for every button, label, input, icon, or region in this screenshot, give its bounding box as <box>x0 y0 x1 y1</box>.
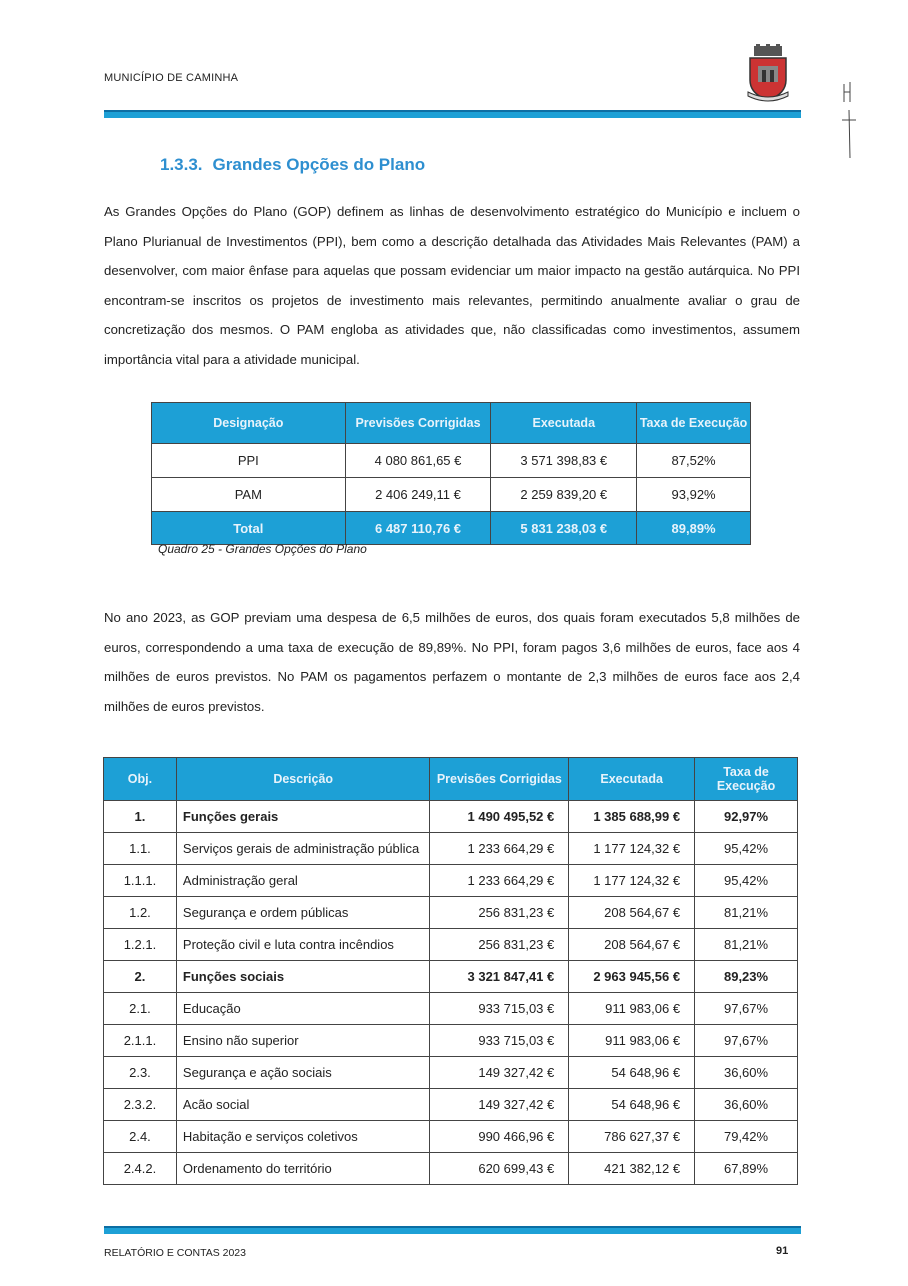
cell-objective: 2.1.1. <box>104 1025 177 1057</box>
cell-description: Acão social <box>176 1089 430 1121</box>
footer-title: RELATÓRIO E CONTAS 2023 <box>104 1247 246 1259</box>
cell-description: Administração geral <box>176 865 430 897</box>
cell-forecast: 1 490 495,52 € <box>430 801 569 833</box>
cell-objective: 2.3.2. <box>104 1089 177 1121</box>
cell-description: Ordenamento do território <box>176 1153 430 1185</box>
table-row <box>104 929 798 961</box>
footer-divider <box>104 1226 801 1234</box>
cell-forecast: 990 466,96 € <box>430 1121 569 1153</box>
cell-forecast: 149 327,42 € <box>430 1057 569 1089</box>
cell-rate: 97,67% <box>695 1025 798 1057</box>
table-row <box>152 444 751 478</box>
cell-rate: 89,89% <box>637 512 751 545</box>
cell-objective: 2.1. <box>104 993 177 1025</box>
table-row <box>104 1153 798 1185</box>
header-title: MUNICÍPIO DE CAMINHA <box>104 72 239 84</box>
cell-rate: 81,21% <box>695 929 798 961</box>
cell-rate: 92,97% <box>695 801 798 833</box>
summary-paragraph: No ano 2023, as GOP previam uma despesa de 6,5 milhões de euros, dos quais foram executados 5,8 milhões de euros, correspondendo a uma taxa de execução de 89,89%. No PPI, foram pagos 3,6 milhões de euros, face aos 4 milhões de euros previstos. No PAM os pagamentos perfazem o montante de 2,3 milhões de euros face aos 2,4 milhões de euros previstos. <box>104 610 800 714</box>
table-row <box>104 833 798 865</box>
cell-rate: 89,23% <box>695 961 798 993</box>
cell-objective: 1.1. <box>104 833 177 865</box>
column-header: Obj. <box>104 758 177 801</box>
column-header: Executada <box>491 403 637 444</box>
cell-executed: 2 963 945,56 € <box>569 961 695 993</box>
cell-description: Segurança e ordem públicas <box>176 897 430 929</box>
cell-objective: 1.2. <box>104 897 177 929</box>
table-header-row <box>152 403 751 444</box>
gop-detail-table <box>103 757 798 1185</box>
cell-objective: 2.4.2. <box>104 1153 177 1185</box>
table-row <box>104 1121 798 1153</box>
page-number: 91 <box>776 1245 789 1257</box>
cell-forecast: 933 715,03 € <box>430 993 569 1025</box>
table-row <box>104 961 798 993</box>
cell-forecast: 6 487 110,76 € <box>345 512 491 545</box>
cell-description: Habitação e serviços coletivos <box>176 1121 430 1153</box>
cell-rate: 93,92% <box>637 478 751 512</box>
cell-objective: 1.2.1. <box>104 929 177 961</box>
cell-rate: 79,42% <box>695 1121 798 1153</box>
column-header: Taxa de Execução <box>637 403 751 444</box>
cell-forecast: 149 327,42 € <box>430 1089 569 1121</box>
column-header: Taxa de Execução <box>695 758 798 801</box>
cell-description: Segurança e ação sociais <box>176 1057 430 1089</box>
handwritten-initials <box>836 80 862 160</box>
cell-executed: 911 983,06 € <box>569 1025 695 1057</box>
intro-paragraph: As Grandes Opções do Plano (GOP) definem as linhas de desenvolvimento estratégico do Município e incluem o Plano Plurianual de Investimentos (PPI), bem como a descrição detalhada das Atividades Mais Relevantes (PAM) a desenvolver, com maior ênfase para aquelas que possam evidenciar um maior impacto na gestão autárquica. No PPI encontram-se inscritos os projetos de investimento mais relevantes, permitindo anualmente avaliar o grau de concretização dos mesmos. O PAM engloba as atividades que, não classificadas como investimentos, assumem importância vital para a atividade municipal. <box>104 204 800 367</box>
cell-objective: 2.4. <box>104 1121 177 1153</box>
gop-summary-table <box>151 402 751 545</box>
cell-description: Ensino não superior <box>176 1025 430 1057</box>
table-row <box>152 478 751 512</box>
table-row <box>104 801 798 833</box>
cell-objective: 2. <box>104 961 177 993</box>
cell-executed: 5 831 238,03 € <box>491 512 637 545</box>
cell-rate: 95,42% <box>695 865 798 897</box>
cell-executed: 1 177 124,32 € <box>569 865 695 897</box>
table-row <box>104 993 798 1025</box>
cell-forecast: 256 831,23 € <box>430 897 569 929</box>
cell-forecast: 1 233 664,29 € <box>430 865 569 897</box>
table-row <box>104 1057 798 1089</box>
cell-executed: 54 648,96 € <box>569 1057 695 1089</box>
cell-designation: PPI <box>152 444 346 478</box>
cell-executed: 208 564,67 € <box>569 929 695 961</box>
table-row <box>104 1025 798 1057</box>
cell-description: Funções sociais <box>176 961 430 993</box>
cell-executed: 1 385 688,99 € <box>569 801 695 833</box>
cell-forecast: 2 406 249,11 € <box>345 478 491 512</box>
column-header: Descrição <box>176 758 430 801</box>
cell-executed: 786 627,37 € <box>569 1121 695 1153</box>
cell-executed: 911 983,06 € <box>569 993 695 1025</box>
cell-forecast: 4 080 861,65 € <box>345 444 491 478</box>
cell-rate: 95,42% <box>695 833 798 865</box>
table-row <box>104 865 798 897</box>
cell-rate: 36,60% <box>695 1089 798 1121</box>
cell-designation: PAM <box>152 478 346 512</box>
table-header-row <box>104 758 798 801</box>
column-header: Designação <box>152 403 346 444</box>
cell-executed: 3 571 398,83 € <box>491 444 637 478</box>
cell-rate: 81,21% <box>695 897 798 929</box>
cell-forecast: 933 715,03 € <box>430 1025 569 1057</box>
cell-description: Proteção civil e luta contra incêndios <box>176 929 430 961</box>
section-number: 1.3.3. <box>160 155 203 174</box>
column-header: Previsões Corrigidas <box>345 403 491 444</box>
cell-forecast: 620 699,43 € <box>430 1153 569 1185</box>
municipal-crest-icon <box>744 44 792 104</box>
table-caption: Quadro 25 - Grandes Opções do Plano <box>158 542 367 556</box>
cell-description: Serviços gerais de administração pública <box>176 833 430 865</box>
cell-objective: 1. <box>104 801 177 833</box>
table-row <box>104 897 798 929</box>
cell-rate: 36,60% <box>695 1057 798 1089</box>
table-total-row <box>152 512 751 545</box>
cell-objective: 1.1.1. <box>104 865 177 897</box>
cell-designation: Total <box>152 512 346 545</box>
cell-description: Funções gerais <box>176 801 430 833</box>
header-divider <box>104 110 801 118</box>
cell-description: Educação <box>176 993 430 1025</box>
cell-forecast: 256 831,23 € <box>430 929 569 961</box>
table-row <box>104 1089 798 1121</box>
cell-executed: 208 564,67 € <box>569 897 695 929</box>
cell-forecast: 1 233 664,29 € <box>430 833 569 865</box>
column-header: Executada <box>569 758 695 801</box>
cell-executed: 421 382,12 € <box>569 1153 695 1185</box>
column-header: Previsões Corrigidas <box>430 758 569 801</box>
section-title-text: Grandes Opções do Plano <box>212 155 426 174</box>
cell-objective: 2.3. <box>104 1057 177 1089</box>
cell-rate: 67,89% <box>695 1153 798 1185</box>
cell-executed: 1 177 124,32 € <box>569 833 695 865</box>
cell-executed: 2 259 839,20 € <box>491 478 637 512</box>
cell-forecast: 3 321 847,41 € <box>430 961 569 993</box>
section-title <box>160 155 425 175</box>
cell-executed: 54 648,96 € <box>569 1089 695 1121</box>
cell-rate: 97,67% <box>695 993 798 1025</box>
cell-rate: 87,52% <box>637 444 751 478</box>
